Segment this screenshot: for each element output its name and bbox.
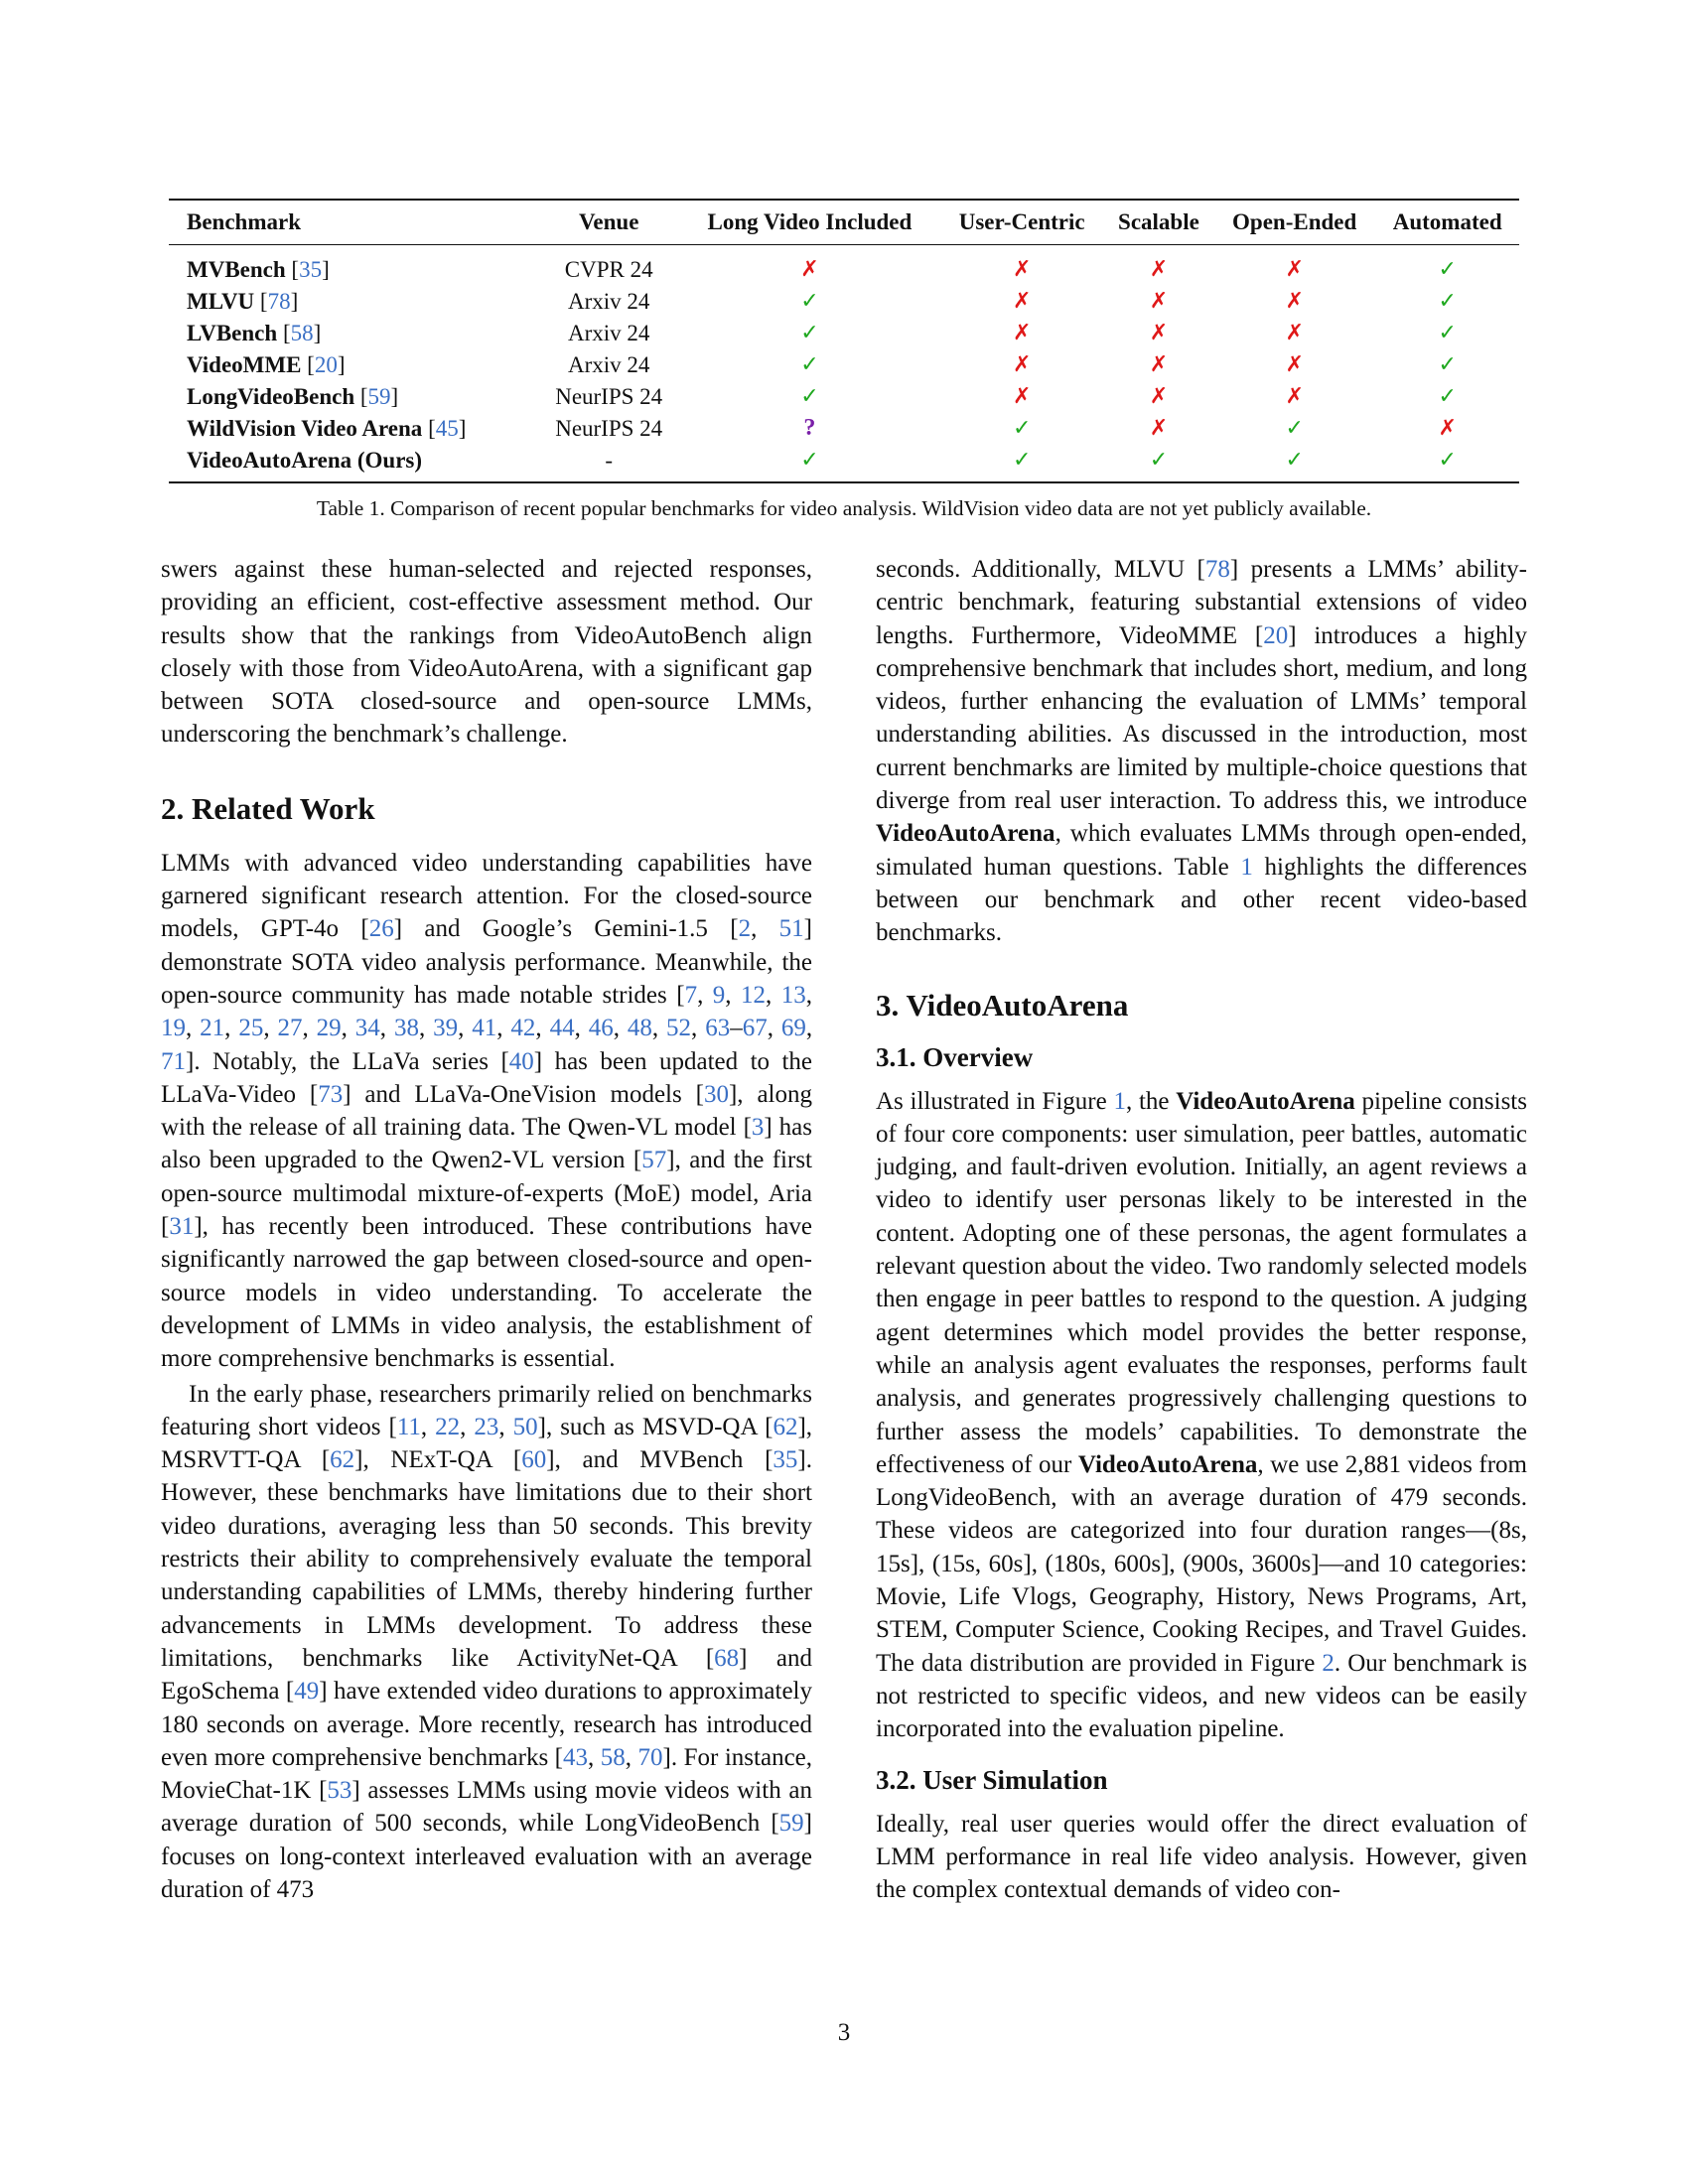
citation-link[interactable]: 60	[521, 1446, 547, 1474]
cross-icon: ✗	[1438, 416, 1457, 441]
citation-link[interactable]: 63	[705, 1015, 731, 1042]
check-icon: ✓	[1438, 289, 1457, 314]
benchmark-citation[interactable]: [59]	[359, 383, 399, 409]
section-heading-related-work: 2. Related Work	[161, 790, 375, 826]
cell-automated	[1375, 245, 1519, 286]
citation-link[interactable]: 73	[318, 1080, 344, 1108]
benchmark-citation[interactable]: [20]	[307, 351, 346, 377]
cross-icon: ✗	[1012, 321, 1032, 345]
table-row	[169, 285, 1519, 317]
check-icon: ✓	[1012, 416, 1032, 441]
col-header-benchmark: Benchmark	[187, 209, 301, 234]
user-simulation-paragraph: Ideally, real user queries would offer the direct evaluation of LMM performance in real life video analysis. However, given the complex contextual demands of video con-	[876, 1810, 1527, 1904]
benchmark-name: MVBench	[187, 256, 286, 282]
cross-icon: ✗	[1149, 416, 1169, 441]
emphasis-term: VideoAutoArena	[876, 820, 1055, 848]
emphasis-term: VideoAutoArena	[1176, 1087, 1355, 1115]
citation-link[interactable]: 19	[161, 1015, 186, 1042]
cell-benchmark	[169, 412, 538, 444]
citation-link[interactable]: 53	[327, 1777, 352, 1805]
citation-link[interactable]: 46	[588, 1015, 614, 1042]
cell-venue: Arxiv 24	[567, 351, 650, 377]
cell-scalable	[1104, 444, 1213, 482]
cross-icon: ✗	[1149, 257, 1169, 282]
cross-icon: ✗	[1285, 257, 1304, 282]
citation-link[interactable]: 50	[512, 1413, 538, 1440]
cross-icon: ✗	[1149, 352, 1169, 377]
comparison-table	[169, 199, 1519, 483]
benchmark-citation[interactable]: [58]	[282, 320, 322, 345]
citation-link[interactable]: 7	[684, 981, 698, 1009]
related-work-paragraph-1: LMMs with advanced video understanding capabilities have garnered significant research attention. For the closed-source models, GPT-4o [26] and Google’s Gemini-1.5 [2, 51] demonstrate SOTA video analysis performance. Meanwhile, the open-source community has made notable strides [7, 9, 12, 13, 19, 21, 25, 27, 29, 34, 38, 39, 41, 42, 44, 46, 48, 52, 63–67, 69, 71]. Notably, the LLaVa series [40] has been updated to the LLaVa-Video [73] and LLaVa-OneVision models [30], along with the release of all training data. The Qwen-VL model [3] has also been upgraded to the Qwen2-VL version [57], and the first open-source multimodal mixture-of-experts (MoE) model, Aria [31], has recently been introduced. These contributions have significantly narrowed the gap between closed-source and open-source models in video understanding. To accelerate the development of LMMs in video analysis, the establishment of more comprehensive benchmarks is essential.	[161, 849, 813, 1373]
cell-venue: NeurIPS 24	[555, 383, 663, 409]
citation-link[interactable]: 29	[316, 1015, 342, 1042]
comparison-table-container	[169, 199, 1519, 483]
citation-link[interactable]: 39	[433, 1015, 459, 1042]
benchmark-citation[interactable]: [45]	[428, 415, 467, 441]
cell-benchmark	[169, 317, 538, 348]
check-icon: ✓	[1438, 448, 1457, 473]
cell-open-ended	[1213, 412, 1375, 444]
cell-benchmark	[169, 348, 538, 380]
cross-icon: ✗	[1285, 384, 1304, 409]
citation-link[interactable]: 31	[169, 1213, 195, 1241]
cross-icon: ✗	[1285, 321, 1304, 345]
citation-link[interactable]: 57	[641, 1147, 667, 1174]
emphasis-term: VideoAutoArena	[1077, 1450, 1258, 1478]
citation-link[interactable]: 43	[563, 1743, 589, 1771]
left-column	[161, 553, 812, 1906]
col-header-scalable: Scalable	[1118, 209, 1199, 234]
citation-link[interactable]: 11	[396, 1413, 421, 1440]
cell-open-ended	[1213, 317, 1375, 348]
cell-long-video	[679, 317, 939, 348]
cell-venue: Arxiv 24	[567, 320, 650, 345]
table-row	[169, 444, 1519, 482]
citation-link[interactable]: 9	[712, 981, 726, 1009]
check-icon: ✓	[1438, 352, 1457, 377]
cross-icon: ✗	[800, 257, 819, 282]
citation-link[interactable]: 42	[510, 1015, 536, 1042]
cell-long-video	[679, 444, 939, 482]
check-icon: ✓	[1149, 448, 1169, 473]
cross-icon: ✗	[1012, 384, 1032, 409]
cell-user-centric	[940, 245, 1104, 286]
cell-long-video	[679, 412, 939, 444]
citation-link[interactable]: 69	[780, 1015, 806, 1042]
citation-link[interactable]: 22	[435, 1413, 461, 1440]
cell-benchmark	[169, 245, 538, 286]
check-icon: ✓	[800, 448, 819, 473]
citation-link[interactable]: 26	[368, 915, 394, 943]
subsection-heading-overview: 3.1. Overview	[876, 1041, 1034, 1072]
cross-icon: ✗	[1012, 352, 1032, 377]
check-icon: ✓	[1012, 448, 1032, 473]
right-column	[876, 553, 1527, 1906]
check-icon: ✓	[1285, 416, 1304, 441]
cross-icon: ✗	[1149, 384, 1169, 409]
section-heading-videoautoarena: 3. VideoAutoArena	[876, 987, 1129, 1023]
cell-open-ended	[1213, 348, 1375, 380]
table-header-row	[169, 200, 1519, 245]
citation-link[interactable]: 21	[200, 1015, 225, 1042]
check-icon: ✓	[1285, 448, 1304, 473]
page-number: 3	[837, 2019, 851, 2046]
col-header-open-ended: Open-Ended	[1232, 209, 1357, 234]
col-header-venue: Venue	[578, 209, 639, 234]
cell-long-video	[679, 380, 939, 412]
benchmark-citation[interactable]: [35]	[291, 256, 330, 282]
benchmark-name: MLVU	[187, 288, 255, 314]
cell-benchmark	[169, 444, 538, 482]
cell-user-centric	[940, 412, 1104, 444]
citation-link[interactable]: 71	[161, 1047, 186, 1075]
reference-link[interactable]: 1	[1113, 1087, 1126, 1115]
cell-venue: CVPR 24	[564, 256, 653, 282]
intro-paragraph-end: swers against these human-selected and rejected responses, providing an efficient, cost-effective assessment method. Our results show that the rankings from VideoAutoBench align closely with those from VideoAutoArena, with a significant gap between SOTA closed-source and open-source LMMs, underscoring the benchmark’s challenge.	[161, 556, 812, 749]
benchmark-citation[interactable]: [78]	[259, 288, 299, 314]
citation-link[interactable]: 58	[600, 1743, 626, 1771]
cell-user-centric	[940, 444, 1104, 482]
citation-link[interactable]: 52	[666, 1015, 692, 1042]
citation-link[interactable]: 62	[773, 1413, 798, 1440]
check-icon: ✓	[1438, 257, 1457, 282]
cell-automated	[1375, 317, 1519, 348]
cell-venue: NeurIPS 24	[555, 415, 663, 441]
cell-long-video	[679, 285, 939, 317]
table-row	[169, 348, 1519, 380]
citation-link[interactable]: 44	[549, 1015, 575, 1042]
cell-open-ended	[1213, 380, 1375, 412]
citation-link[interactable]: 48	[627, 1015, 652, 1042]
citation-link[interactable]: 49	[294, 1678, 320, 1706]
cell-venue: -	[605, 447, 614, 473]
subsection-heading-user-simulation: 3.2. User Simulation	[876, 1764, 1108, 1795]
citation-link[interactable]: 67	[742, 1015, 768, 1042]
col-header-long-video: Long Video Included	[707, 209, 913, 234]
benchmark-name: WildVision Video Arena	[187, 415, 423, 441]
check-icon: ✓	[1438, 321, 1457, 345]
cell-scalable	[1104, 348, 1213, 380]
col-header-automated: Automated	[1392, 209, 1502, 234]
cross-icon: ✗	[1012, 257, 1032, 282]
cross-icon: ✗	[1285, 352, 1304, 377]
table-header	[169, 200, 1519, 245]
related-work-paragraph-2: In the early phase, researchers primarily relied on benchmarks featuring short videos [11, 22, 23, 50], such as MSVD-QA [62], MSRVTT-QA [62], NExT-QA [60], and MVBench [35]. However, these benchmarks have limitations due to their short video durations, averaging less than 50 seconds. This brevity restricts their ability to comprehensively evaluate the temporal understanding capabilities of LMMs, thereby hindering further advancements in LMMs development. To address these limitations, benchmarks like ActivityNet-QA [68] and EgoSchema [49] have extended video durations to approximately 180 seconds on average. More recently, research has introduced even more comprehensive benchmarks [43, 58, 70]. For instance, MovieChat-1K [53] assesses LMMs using movie videos with an average duration of 500 seconds, while LongVideoBench [59] focuses on long-context interleaved evaluation with an average duration of 473	[161, 1380, 813, 1903]
cell-scalable	[1104, 245, 1213, 286]
citation-link[interactable]: 12	[741, 981, 767, 1009]
benchmark-name: LVBench	[187, 320, 278, 345]
cell-user-centric	[940, 317, 1104, 348]
cross-icon: ✗	[1285, 289, 1304, 314]
citation-link[interactable]: 62	[330, 1446, 355, 1474]
citation-link[interactable]: 51	[778, 915, 804, 943]
cell-scalable	[1104, 412, 1213, 444]
benchmark-name: VideoMME	[187, 351, 302, 377]
benchmark-name: VideoAutoArena (Ours)	[187, 447, 423, 473]
cross-icon: ✗	[1012, 289, 1032, 314]
reference-link[interactable]: 2	[1322, 1649, 1335, 1677]
cell-automated	[1375, 380, 1519, 412]
reference-link[interactable]: 1	[1240, 853, 1253, 881]
check-icon: ✓	[800, 352, 819, 377]
citation-link[interactable]: 59	[778, 1810, 804, 1838]
overview-paragraph: As illustrated in Figure 1, the VideoAutoArena pipeline consists of four core components: user simulation, peer battles, automatic judging, and fault-driven evolution. Initially, an agent reviews a video to identify user personas likely to be interested in the content. Adopting one of these personas, the agent formulates a relevant question about the video. Two randomly selected models then engage in peer battles to respond to the question. A judging agent determines which model provides the better response, while an analysis agent evaluates the responses, performs fault analysis, and generates progressively challenging questions to further assess the models’ capabilities. To demonstrate the effectiveness of our VideoAutoArena, we use 2,881 videos from LongVideoBench, with an average duration of 479 seconds. These videos are categorized into four duration ranges—(8s, 15s], (15s, 60s], (180s, 600s], (900s, 3600s]—and 10 categories: Movie, Life Vlogs, Geography, History, News Programs, Art, STEM, Computer Science, Cooking Recipes, and Travel Guides. The data distribution are provided in Figure 2. Our benchmark is not restricted to specific videos, and new videos can be easily incorporated into the evaluation pipeline.	[876, 1087, 1528, 1743]
cell-benchmark	[169, 380, 538, 412]
check-icon: ✓	[1438, 384, 1457, 409]
cell-user-centric	[940, 285, 1104, 317]
cell-automated	[1375, 285, 1519, 317]
cell-scalable	[1104, 380, 1213, 412]
cell-open-ended	[1213, 444, 1375, 482]
table-body	[169, 245, 1519, 483]
cell-automated	[1375, 444, 1519, 482]
cell-long-video	[679, 245, 939, 286]
citation-link[interactable]: 34	[354, 1015, 380, 1042]
citation-link[interactable]: 68	[714, 1644, 740, 1672]
cell-user-centric	[940, 348, 1104, 380]
cell-open-ended	[1213, 285, 1375, 317]
cross-icon: ✗	[1149, 289, 1169, 314]
citation-link[interactable]: 2	[738, 915, 752, 943]
citation-link[interactable]: 30	[703, 1080, 729, 1108]
citation-link[interactable]: 40	[508, 1047, 534, 1075]
citation-link[interactable]: 25	[238, 1015, 264, 1042]
citation-link[interactable]: 41	[472, 1015, 497, 1042]
cell-user-centric	[940, 380, 1104, 412]
citation-link[interactable]: 13	[780, 981, 806, 1009]
benchmark-name: LongVideoBench	[187, 383, 355, 409]
cell-open-ended	[1213, 245, 1375, 286]
citation-link[interactable]: 78	[1204, 556, 1230, 583]
citation-link[interactable]: 23	[474, 1413, 499, 1440]
citation-link[interactable]: 35	[773, 1446, 798, 1474]
cell-venue: Arxiv 24	[567, 288, 650, 314]
citation-link[interactable]: 20	[1263, 621, 1289, 649]
check-icon: ✓	[800, 321, 819, 345]
cell-benchmark	[169, 285, 538, 317]
check-icon: ✓	[800, 384, 819, 409]
cell-automated	[1375, 412, 1519, 444]
cell-scalable	[1104, 285, 1213, 317]
table-row	[169, 317, 1519, 348]
citation-link[interactable]: 70	[637, 1743, 663, 1771]
col-header-user-centric: User-Centric	[958, 209, 1085, 234]
cell-scalable	[1104, 317, 1213, 348]
citation-link[interactable]: 3	[751, 1114, 765, 1142]
related-work-paragraph-3: seconds. Additionally, MLVU [78] presents a LMMs’ ability-centric benchmark, featuring substantial extensions of video lengths. Furthermore, VideoMME [20] introduces a highly comprehensive benchmark that includes short, medium, and long videos, further enhancing the evaluation of LMMs’ temporal understanding abilities. As discussed in the introduction, most current benchmarks are limited by multiple-choice questions that diverge from real user interaction. To address this, we introduce VideoAutoArena, which evaluates LMMs through open-ended, simulated human questions. Table 1 highlights the differences between our benchmark and other recent video-based benchmarks.	[876, 556, 1527, 947]
citation-link[interactable]: 27	[277, 1015, 303, 1042]
table-caption: Table 1. Comparison of recent popular benchmarks for video analysis. WildVision video data are not yet publicly available.	[316, 496, 1372, 520]
cross-icon: ✗	[1149, 321, 1169, 345]
table-row	[169, 245, 1519, 286]
check-icon: ✓	[800, 289, 819, 314]
citation-link[interactable]: 38	[393, 1015, 419, 1042]
cell-long-video	[679, 348, 939, 380]
table-row	[169, 380, 1519, 412]
question-icon: ?	[803, 415, 816, 441]
table-row	[169, 412, 1519, 444]
cell-automated	[1375, 348, 1519, 380]
